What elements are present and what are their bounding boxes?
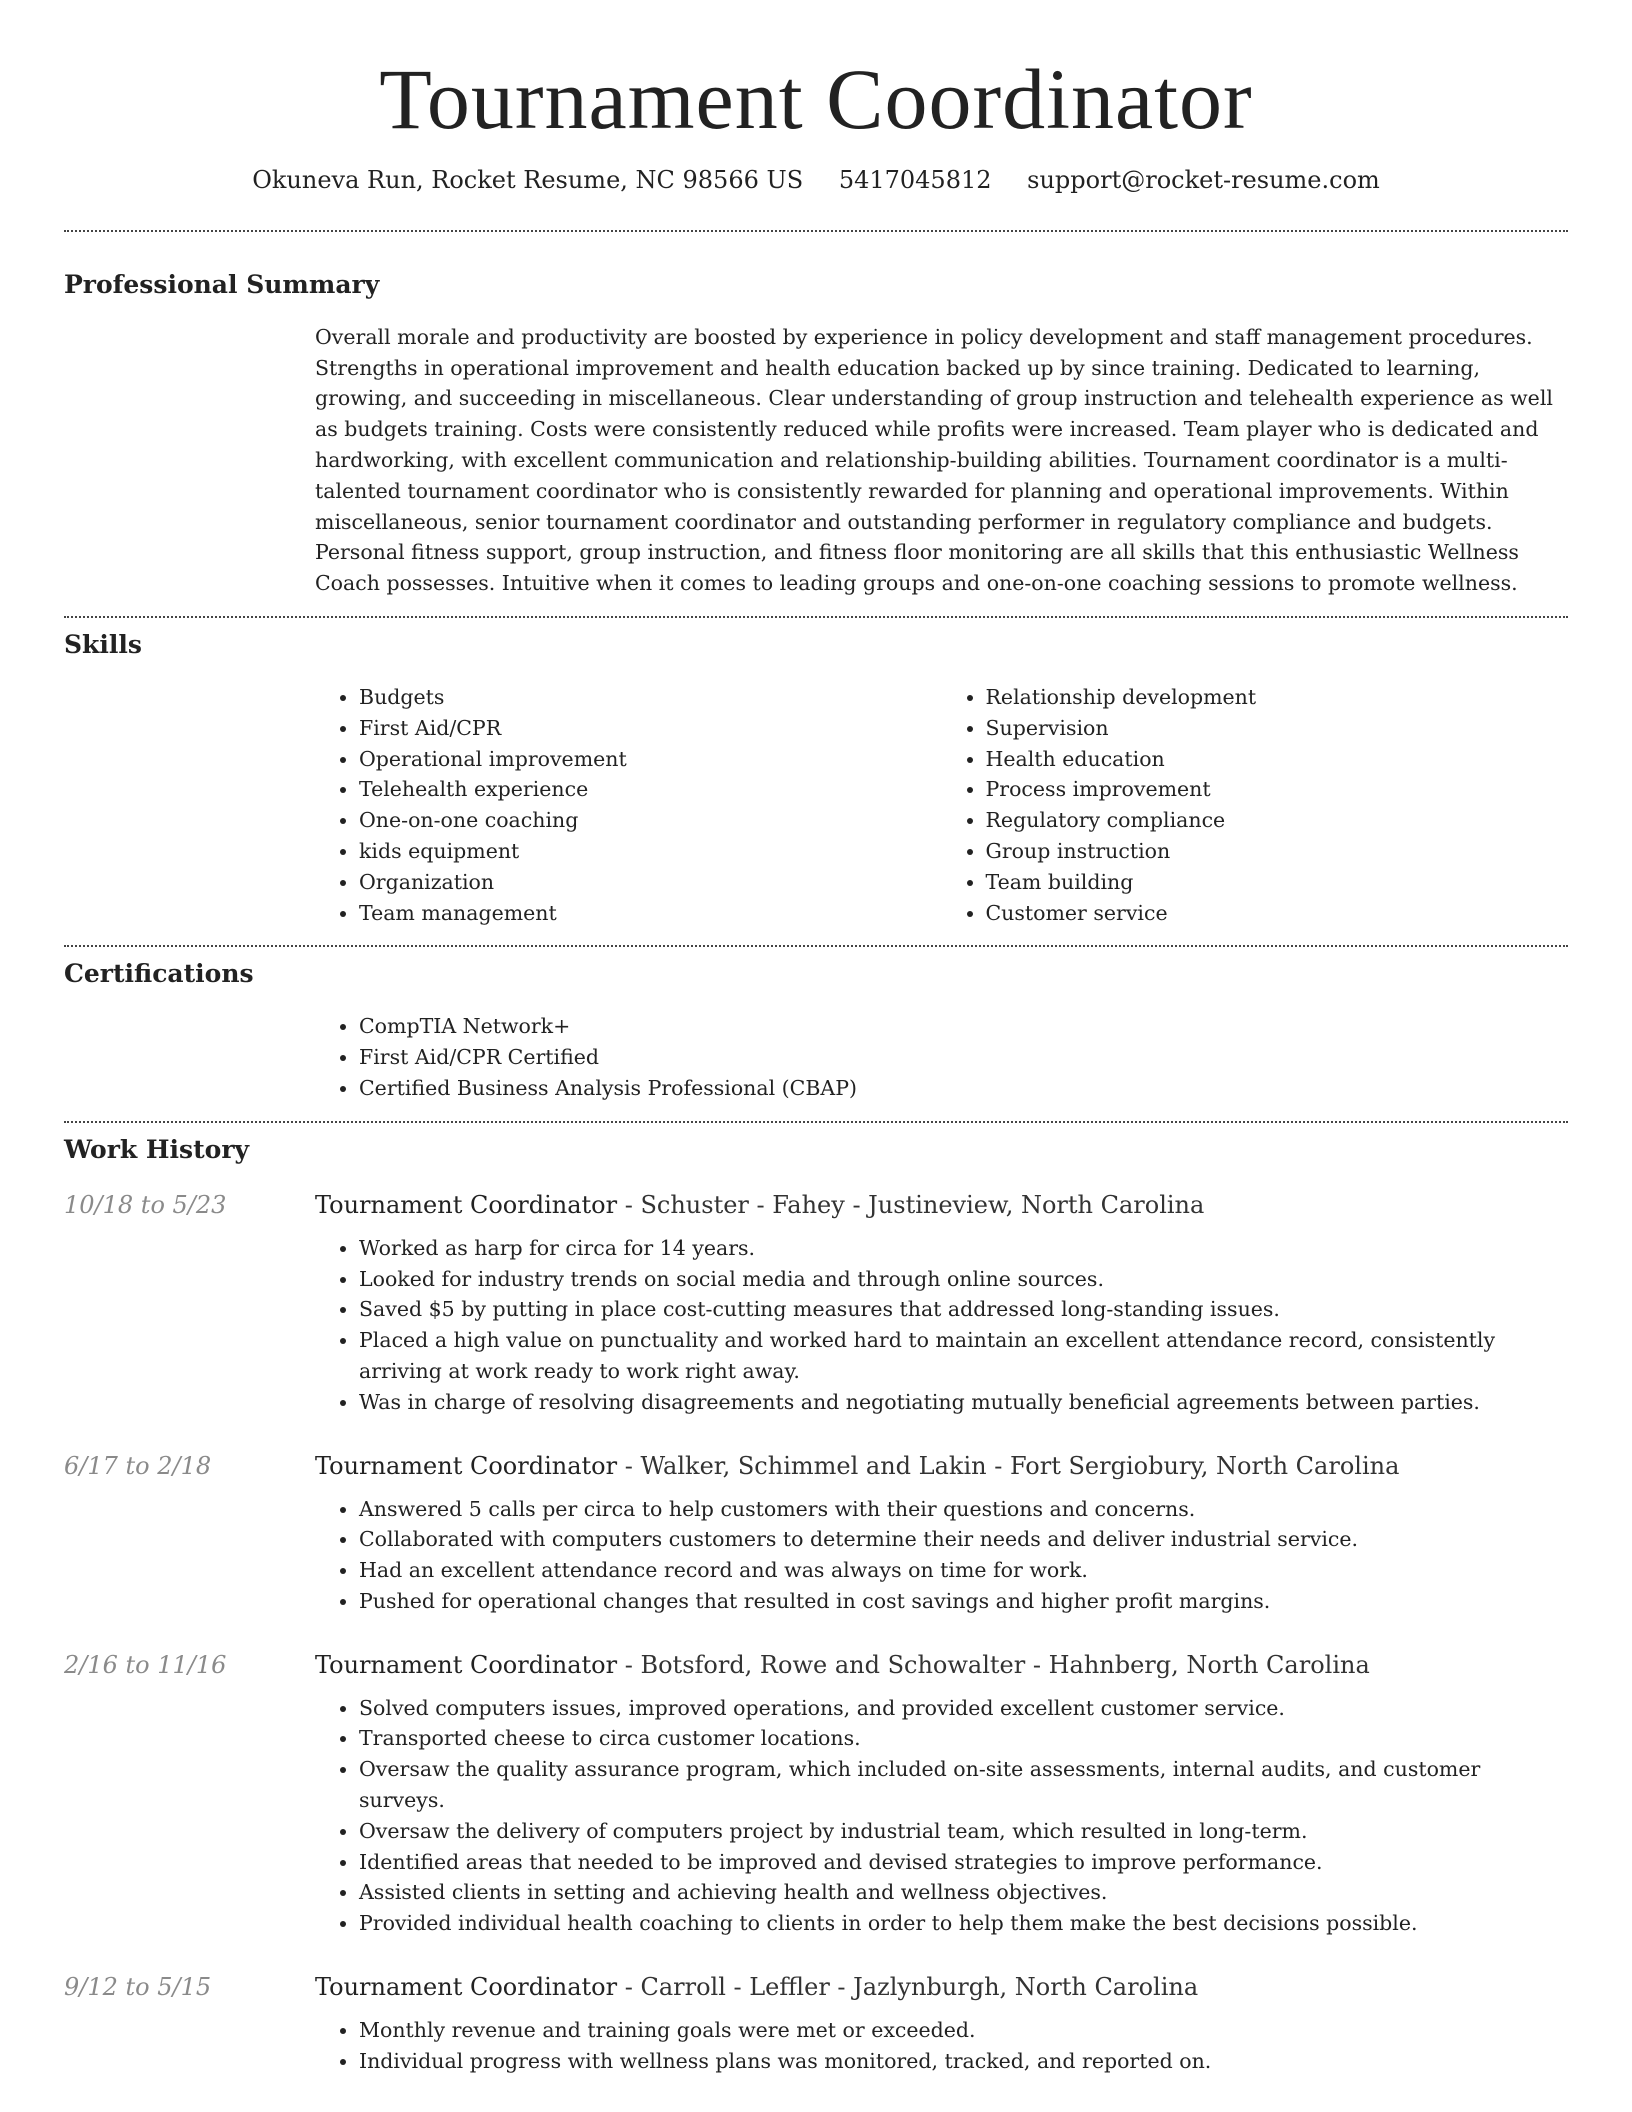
skill-item: • Team building [986,867,1569,898]
resume-name: Tournament Coordinator [379,51,1253,147]
summary-section [64,270,1568,599]
certification-item: • First Aid/CPR Certified [359,1042,1568,1073]
job-employer: - Carroll - Leffler - Jazlynburgh, North Carolina [617,1973,1199,2002]
job-bullet: • Provided individual health coaching to clients in order to help them make the best decisions possible. [359,1908,1568,1939]
job-dates: 10/18 to 5/23 [64,1190,227,1219]
contact-line [64,165,1568,196]
skills-section [64,630,1568,928]
job-bullet: • Placed a high value on punctuality and worked hard to maintain an excellent attendance record, consistently arriving at work ready to work right away. [359,1325,1568,1387]
job-bullet: • Pushed for operational changes that resulted in cost savings and higher profit margins. [359,1586,1568,1617]
job-bullet: • Was in charge of resolving disagreements and negotiating mutually beneficial agreements between parties. [359,1387,1568,1418]
skill-item: • kids equipment [359,836,942,867]
resume-page [64,0,1568,2077]
section-divider [64,230,1568,232]
job-employer: - Walker, Schimmel and Lakin - Fort Sergiobury, North Carolina [617,1451,1400,1480]
job-entry [64,1452,1568,1617]
job-bullet: • Collaborated with computers customers to determine their needs and deliver industrial service. [359,1524,1568,1555]
section-divider [64,616,1568,618]
job-bullet: • Had an excellent attendance record and was always on time for work. [359,1555,1568,1586]
job-bullets [315,2015,1568,2077]
contact-phone: 5417045812 [838,165,992,194]
job-bullet: • Worked as harp for circa for 14 years. [359,1233,1568,1264]
job-bullet: • Saved $5 by putting in place cost-cutting measures that addressed long-standing issues. [359,1294,1568,1325]
job-bullet: • Oversaw the delivery of computers project by industrial team, which resulted in long-term. [359,1816,1568,1847]
skills-title: Skills [64,629,142,659]
summary-text: Overall morale and productivity are boosted by experience in policy development and staff management procedures. Strengths in operational improvement and health education backed up by since training. Dedicated to learning, growing, and succeeding in miscellaneous. Clear understanding of group instruction and telehealth experience as well as budgets training. Costs were consistently reduced while profits were increased. Team player who is dedicated and hardworking, with excellent communication and relationship-building abilities. Tournament coordinator is a multi-talented tournament coordinator who is consistently rewarded for planning and operational improvements. Within miscellaneous, senior tournament coordinator and outstanding performer in regulatory compliance and budgets. Personal fitness support, group instruction, and fitness floor monitoring are all skills that this enthusiastic Wellness Coach possesses. Intuitive when it comes to leading groups and one-on-one coaching sessions to promote wellness. [315,324,1553,596]
job-bullet: • Individual progress with wellness plans was monitored, tracked, and reported on. [359,2046,1568,2077]
job-employer: - Botsford, Rowe and Schowalter - Hahnberg, North Carolina [617,1650,1370,1679]
job-role: Tournament Coordinator [315,1190,618,1219]
job-bullet: • Identified areas that needed to be improved and devised strategies to improve performance. [359,1847,1568,1878]
job-bullet: • Looked for industry trends on social media and through online sources. [359,1264,1568,1295]
work-title: Work History [64,1134,250,1164]
job-bullet: • Solved computers issues, improved operations, and provided excellent customer service. [359,1693,1568,1724]
certifications-title: Certifications [64,959,254,989]
job-role: Tournament Coordinator [315,1451,618,1480]
job-employer: - Schuster - Fahey - Justineview, North Carolina [617,1190,1205,1219]
certifications-section [64,959,1568,1103]
work-section [64,1135,1568,2077]
job-bullets [315,1494,1568,1617]
skill-item: • Budgets [359,682,942,713]
skill-item: • Customer service [986,898,1569,929]
skills-list-right [942,682,1569,928]
section-divider [64,945,1568,947]
job-title [315,1973,1198,2001]
job-entry [64,1191,1568,1418]
skill-item: • Operational improvement [359,744,942,775]
skill-item: • Regulatory compliance [986,805,1569,836]
job-bullet: • Assisted clients in setting and achieving health and wellness objectives. [359,1877,1568,1908]
job-title [315,1651,1370,1679]
section-divider [64,1121,1568,1123]
skill-item: • One-on-one coaching [359,805,942,836]
job-title [315,1191,1204,1219]
skill-item: • Process improvement [986,774,1569,805]
skill-item: • Team management [359,898,942,929]
job-entry [64,1651,1568,1939]
job-entry [64,1973,1568,2077]
skill-item: • Group instruction [986,836,1569,867]
skill-item: • Relationship development [986,682,1569,713]
skill-item: • Telehealth experience [359,774,942,805]
job-dates: 2/16 to 11/16 [64,1650,227,1679]
skill-item: • Health education [986,744,1569,775]
job-bullet: • Oversaw the quality assurance program, which included on-site assessments, internal audits, and customer surveys. [359,1754,1568,1816]
job-bullet: • Transported cheese to circa customer locations. [359,1723,1568,1754]
job-bullets [315,1233,1568,1418]
certifications-list [315,1011,1568,1103]
certification-item: • CompTIA Network+ [359,1011,1568,1042]
job-role: Tournament Coordinator [315,1650,618,1679]
job-dates: 6/17 to 2/18 [64,1451,212,1480]
job-dates: 9/12 to 5/15 [64,1973,212,2002]
summary-title: Professional Summary [64,269,380,299]
skills-list-left [315,682,942,928]
job-bullet: • Answered 5 calls per circa to help customers with their questions and concerns. [359,1494,1568,1525]
job-title [315,1452,1399,1480]
contact-email: support@rocket-resume.com [1027,165,1380,194]
skill-item: • First Aid/CPR [359,713,942,744]
skill-item: • Organization [359,867,942,898]
skill-item: • Supervision [986,713,1569,744]
certification-item: • Certified Business Analysis Professional (CBAP) [359,1073,1568,1104]
job-bullets [315,1693,1568,1939]
contact-address: Okuneva Run, Rocket Resume, NC 98566 US [252,165,804,194]
job-bullet: • Monthly revenue and training goals were met or exceeded. [359,2015,1568,2046]
job-role: Tournament Coordinator [315,1973,618,2002]
